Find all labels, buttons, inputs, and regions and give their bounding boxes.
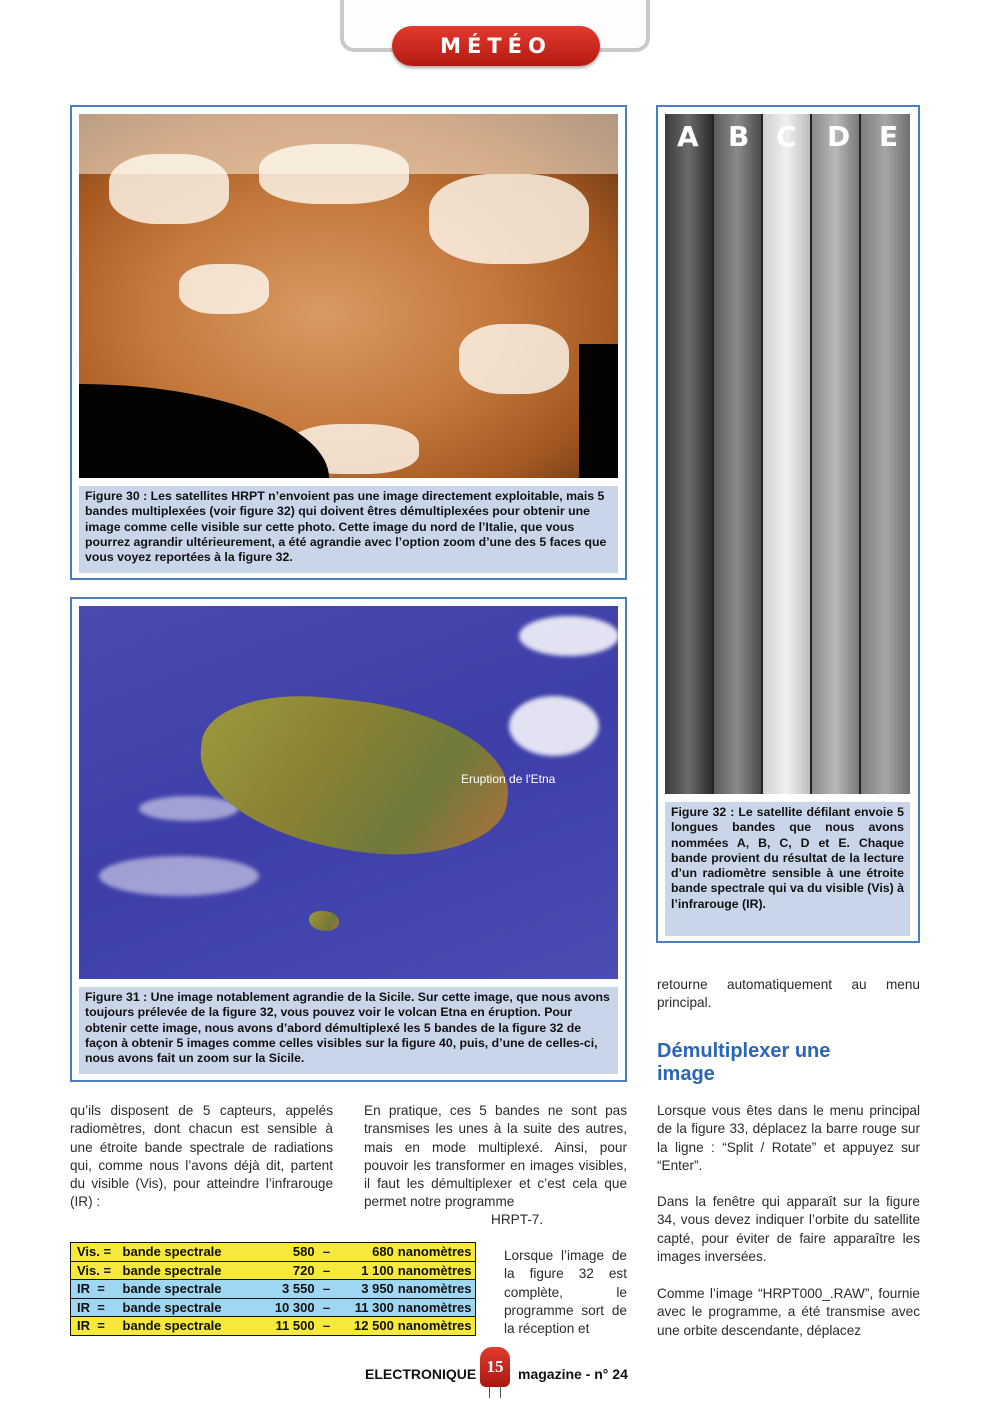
spectral-table-row bbox=[71, 1317, 475, 1335]
spectral-table-row bbox=[71, 1280, 475, 1299]
section-heading: Démultiplexer une image bbox=[657, 1040, 831, 1085]
footer-issue: magazine - n° 24 bbox=[518, 1366, 628, 1382]
spectral-table-row bbox=[71, 1243, 475, 1262]
spectral-cell-dash: – bbox=[322, 1281, 331, 1297]
spectral-cell-to: 680 bbox=[372, 1244, 394, 1259]
figure-30-image bbox=[79, 114, 618, 478]
spectral-cell-to: 11 300 bbox=[354, 1299, 394, 1315]
spectral-cell-from: 3 550 bbox=[282, 1281, 315, 1297]
spectral-cell-label: bande spectrale bbox=[122, 1281, 222, 1297]
spectral-cell-to: 3 950 bbox=[361, 1281, 394, 1297]
spectral-cell-from: 580 bbox=[292, 1244, 315, 1259]
spectral-cell-band: IR = bbox=[77, 1281, 105, 1297]
figure-31-image bbox=[79, 606, 618, 979]
spectral-cell-to: 12 500 bbox=[354, 1318, 394, 1334]
figure-30-caption: Figure 30 : Les satellites HRPT n’envoient pas une image directement exploitable, mais 5 bandes multiplexées (voir figure 32) qui doivent êtres démultiplexées pour obtenir une image comme celle visible sur cette photo. Cette image du nord de l’Italie, que vous pourrez agrandir ultérieurement, a été agrandie avec l’option zoom d’une des 5 faces que vous voyez reportées à la figure 32. bbox=[79, 486, 618, 573]
etna-label: Eruption de l'Etna bbox=[461, 772, 556, 786]
spectral-cell-label: bande spectrale bbox=[122, 1299, 222, 1315]
band-label: D bbox=[827, 120, 851, 153]
col3-paragraph-3: Comme l’image “HRPT000_.RAW”, fournie avec le programme, a été transmise avec une orbite descendante, déplacez bbox=[657, 1286, 920, 1338]
spectral-cell-band: IR = bbox=[77, 1318, 105, 1334]
spectral-cell-from: 720 bbox=[292, 1262, 315, 1278]
spectral-cell-band: Vis. = bbox=[77, 1262, 112, 1278]
col3-paragraph-2: Dans la fenêtre qui apparaît sur la figure 34, vous devez indiquer l’orbite du satellite capté, pour éviter de faire apparaître les images inversées. bbox=[657, 1194, 920, 1264]
band-label: A bbox=[677, 120, 699, 153]
col3-paragraph-1: Lorsque vous êtes dans le menu principal de la figure 33, déplacez la barre rouge sur la ligne : “Split / Rotate” et appuyez sur “Enter”. bbox=[657, 1103, 920, 1173]
col1-paragraph: qu’ils disposent de 5 capteurs, appelés radiomètres, dont chacun est sensible à une étroite bande spectrale de radiations qui, comme nous l’avons déjà dit, partent du visible (Vis), pour atteindre l’infrarouge (IR) : bbox=[70, 1103, 333, 1210]
spectral-cell-label: bande spectrale bbox=[122, 1244, 222, 1259]
band-label: B bbox=[728, 120, 750, 153]
spectral-cell-band: IR = bbox=[77, 1299, 105, 1315]
spectral-cell-to: 1 100 bbox=[361, 1262, 394, 1278]
spectral-cell-dash: – bbox=[322, 1318, 331, 1334]
section-badge: MÉTÉO bbox=[392, 26, 600, 66]
page-number: 15 bbox=[480, 1347, 510, 1387]
band-label: C bbox=[776, 120, 797, 153]
figure-31-caption: Figure 31 : Une image notablement agrandie de la Sicile. Sur cette image, que nous avons toujours prélevée de la figure 32, vous pouvez voir le volcan Etna en éruption. Pour obtenir cette image, nous avons d’abord démultiplexé les 5 bandes de la figure 32 de façon à obtenir 5 images comme celles visibles sur la figure 40, puis, d’une de celles-ci, nous avons fait un zoom sur la Sicile. bbox=[79, 987, 618, 1074]
footer-magazine-name: ELECTRONIQUE bbox=[365, 1366, 477, 1382]
page-badge-legs bbox=[489, 1386, 501, 1398]
band-label: E bbox=[879, 120, 899, 153]
spectral-cell-from: 11 500 bbox=[275, 1318, 315, 1334]
col2-paragraph-1-end: HRPT-7. bbox=[491, 1212, 544, 1227]
figure-32-image bbox=[665, 114, 910, 794]
spectral-cell-unit: nanomètres bbox=[397, 1244, 472, 1259]
spectral-table-row bbox=[71, 1299, 475, 1318]
spectral-cell-dash: – bbox=[322, 1244, 331, 1259]
col2-paragraph-2: Lorsque l’image de la figure 32 est complète, le programme sort de la réception et bbox=[504, 1248, 627, 1337]
col2-paragraph-1: En pratique, ces 5 bandes ne sont pas transmises les unes à la suite des autres, mais en mode multiplexé. Ainsi, pour pouvoir les transformer en images visibles, il faut les démultiplexer et c’est cela que permet notre programme bbox=[364, 1103, 627, 1210]
spectral-cell-from: 10 300 bbox=[274, 1299, 315, 1315]
spectral-cell-label: bande spectrale bbox=[122, 1318, 222, 1334]
spectral-cell-unit: nanomètres bbox=[397, 1299, 472, 1315]
spectral-table bbox=[70, 1242, 476, 1336]
spectral-cell-dash: – bbox=[322, 1299, 331, 1315]
spectral-cell-unit: nanomètres bbox=[397, 1318, 472, 1334]
spectral-cell-dash: – bbox=[322, 1262, 331, 1278]
figure-32-caption: Figure 32 : Le satellite défilant envoie 5 longues bandes que nous avons nommées A, B, C, D et E. Chaque bande provient du résultat de la lecture d’un radiomètre sensible à une étroite bande spectrale qui va du visible (Vis) à l’infrarouge (IR). bbox=[665, 802, 910, 936]
spectral-cell-band: Vis. = bbox=[77, 1244, 112, 1259]
spectral-cell-unit: nanomètres bbox=[397, 1281, 472, 1297]
col3-paragraph-0: retourne automatiquement au menu principal. bbox=[657, 977, 920, 1011]
spectral-table-row bbox=[71, 1262, 475, 1281]
spectral-cell-unit: nanomètres bbox=[397, 1262, 472, 1278]
spectral-cell-label: bande spectrale bbox=[122, 1262, 222, 1278]
